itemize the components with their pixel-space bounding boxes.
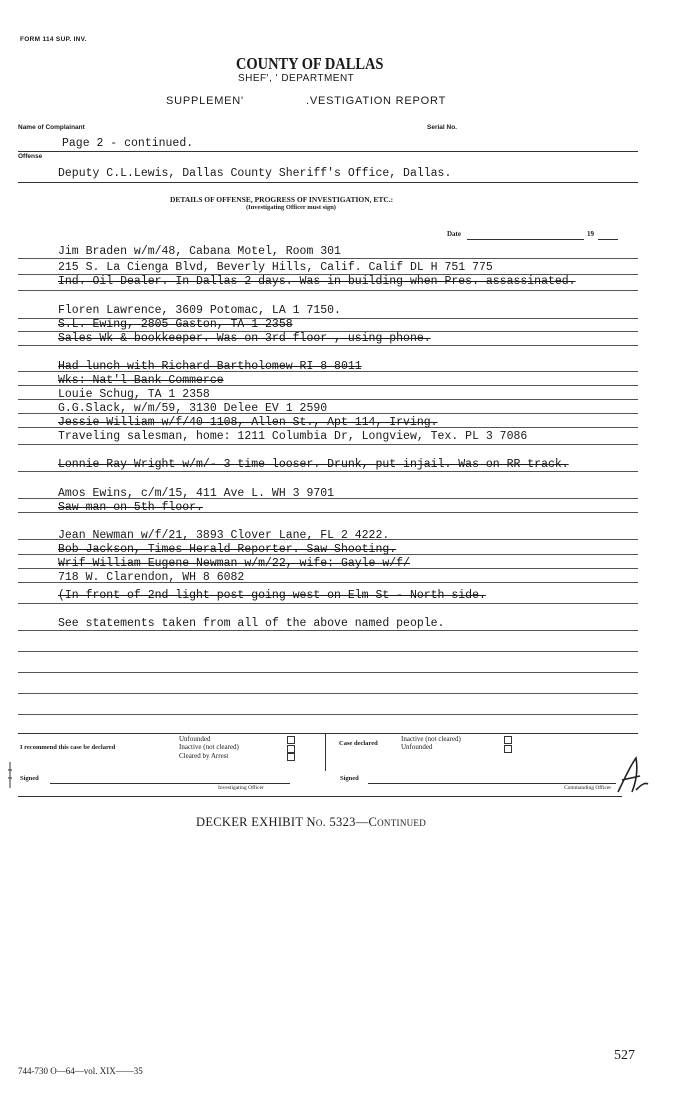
entry-line-struck: Jessie William w/f/40 1108, Allen St., Apt 114, Irving. — [58, 416, 438, 429]
checkbox-case-unfounded[interactable] — [504, 745, 512, 753]
complainant-line — [18, 151, 638, 152]
recommend-options — [179, 735, 239, 760]
ruled-line — [18, 258, 638, 259]
report-title-right: .VESTIGATION REPORT — [306, 95, 447, 107]
ruled-line — [18, 290, 638, 291]
entry-line-struck: Wrif William Eugene Newman w/m/22, wife: Gayle w/f/ — [58, 557, 410, 570]
entry-line: 215 S. La Cienga Blvd, Beverly Hills, Calif. Calif DL H 751 775 — [58, 261, 493, 274]
disposition-divider — [325, 733, 326, 771]
investigating-officer-caption: Investigating Officer — [218, 785, 264, 791]
entry-line-struck: Wks: Nat'l Bank Commerce — [58, 374, 224, 387]
option-unfounded[interactable]: Unfounded — [179, 735, 211, 743]
checkbox-cleared[interactable] — [287, 753, 295, 761]
complainant-label: Name of Complainant — [18, 124, 85, 131]
date-label: Date — [447, 230, 461, 238]
recommend-label: I recommend this case be declared — [20, 744, 116, 751]
entry-line: Louie Schug, TA 1 2358 — [58, 388, 210, 401]
county-title: COUNTY OF DALLAS — [236, 54, 384, 73]
signature-line-left[interactable] — [50, 783, 290, 784]
entry-line-struck: S.L. Ewing, 2805 Gaston, TA 1 2358 — [58, 318, 293, 331]
entry-line-struck: Bob Jackson, Times Herald Reporter. Saw Shooting. — [58, 543, 397, 556]
form-bottom-border — [18, 796, 622, 797]
offense-value: Deputy C.L.Lewis, Dallas County Sheriff's Office, Dallas. — [58, 167, 452, 180]
option-cleared[interactable]: Cleared by Arrest — [179, 751, 229, 760]
exhibit-caption: DECKER EXHIBIT No. 5323—Continued — [196, 815, 427, 829]
ruled-line — [18, 693, 638, 694]
entry-line: Floren Lawrence, 3609 Potomac, LA 1 7150. — [58, 304, 341, 317]
report-title-left: SUPPLEMEN' — [166, 95, 244, 107]
date-year-label: 19 — [587, 230, 594, 238]
ruled-line — [18, 651, 638, 652]
option-case-inactive[interactable]: Inactive (not cleared) — [401, 735, 461, 743]
form-number: FORM 114 SUP. INV. — [20, 36, 87, 43]
date-line — [467, 239, 584, 240]
entry-line: Amos Ewins, c/m/15, 411 Ave L. WH 3 9701 — [58, 487, 335, 500]
checkbox-inactive[interactable] — [287, 745, 295, 753]
ruled-line — [18, 345, 638, 346]
entry-line-struck: Ind. Oil Dealer. In Dallas 2 days. Was in building when Pres. assassinated. — [58, 275, 576, 288]
ruled-line — [18, 471, 638, 472]
signed-label-left: Signed — [20, 775, 39, 782]
handwritten-initials — [606, 752, 654, 802]
commanding-officer-caption: Commanding Officer — [564, 785, 612, 791]
margin-mark — [6, 760, 14, 790]
details-subheading: (Investigating Officer must sign) — [246, 204, 336, 211]
ruled-line — [18, 630, 638, 631]
ruled-line — [18, 714, 638, 715]
disposition-top-border — [18, 733, 638, 734]
ruled-line — [18, 672, 638, 673]
entry-line: Jean Newman w/f/21, 3893 Clover Lane, FL 2 4222. — [58, 529, 390, 542]
checkbox-case-inactive[interactable] — [504, 736, 512, 744]
ruled-line — [18, 603, 638, 604]
ruled-line — [18, 444, 638, 445]
page-number: 527 — [614, 1048, 635, 1063]
entry-line: Traveling salesman, home: 1211 Columbia Dr, Longview, Tex. PL 3 7086 — [58, 430, 528, 443]
option-case-unfounded[interactable]: Unfounded — [401, 743, 433, 752]
offense-label: Offense — [18, 153, 43, 160]
offense-line — [18, 182, 638, 183]
print-code: 744-730 O—64—vol. XIX——35 — [18, 1066, 143, 1076]
signature-line-right[interactable] — [368, 783, 616, 784]
entry-line-struck: Sales Wk & bookkeeper. Was on 3rd floor , using phone. — [58, 332, 431, 345]
complainant-value: Page 2 - continued. — [62, 137, 194, 150]
department-title: SHEF', ' DEPARTMENT — [238, 73, 355, 84]
entry-line: See statements taken from all of the above named people. — [58, 617, 445, 630]
entry-line-struck: Lonnie Ray Wright w/m/- 3 time looser. Drunk, put injail. Was on RR track. — [58, 458, 569, 471]
details-heading: DETAILS OF OFFENSE, PROGRESS OF INVESTIGATION, ETC.: — [170, 195, 394, 204]
entry-line-struck: Saw man on 5th floor. — [58, 501, 203, 514]
case-declared-options — [401, 735, 461, 752]
option-inactive[interactable]: Inactive (not cleared) — [179, 743, 239, 752]
date-year-line — [598, 239, 618, 240]
entry-line: Jim Braden w/m/48, Cabana Motel, Room 301 — [58, 245, 341, 258]
signed-label-right: Signed — [340, 775, 359, 782]
entry-line: 718 W. Clarendon, WH 8 6082 — [58, 571, 245, 584]
serial-label: Serial No. — [427, 124, 457, 131]
checkbox-unfounded[interactable] — [287, 736, 295, 744]
entry-line-struck: (In front of 2nd light post going west on Elm St - North side. — [58, 589, 486, 602]
entry-line-struck: Had lunch with Richard Bartholomew RI 8 8011 — [58, 360, 362, 373]
case-declared-label: Case declared — [339, 740, 378, 747]
recommend-checkboxes — [283, 736, 295, 761]
case-declared-checkboxes — [500, 736, 512, 753]
entry-line: G.G.Slack, w/m/59, 3130 Delee EV 1 2590 — [58, 402, 328, 415]
